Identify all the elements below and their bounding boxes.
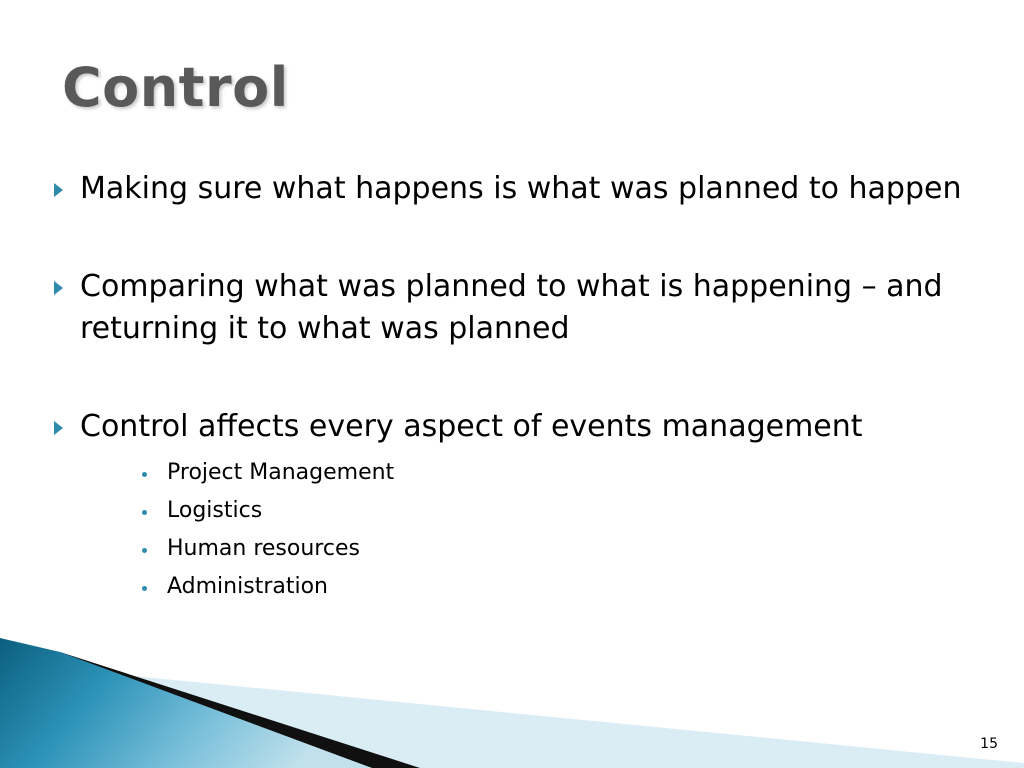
arrow-bullet-icon	[54, 183, 63, 197]
sub-bullet-text: Administration	[167, 574, 328, 599]
arrow-bullet-icon	[54, 421, 63, 435]
bullet-item	[48, 266, 988, 350]
dot-bullet-icon	[142, 472, 147, 477]
bullet-item	[48, 406, 988, 606]
decorative-swoosh	[0, 638, 1024, 768]
sub-bullet-item	[140, 492, 988, 530]
slide-number: 15	[980, 736, 998, 752]
sub-bullet-item	[140, 568, 988, 606]
sub-bullet-list	[80, 454, 988, 606]
sub-bullet-item	[140, 530, 988, 568]
sub-bullet-text: Project Management	[167, 460, 395, 485]
slide-title: Control	[62, 56, 289, 119]
dot-bullet-icon	[142, 586, 147, 591]
slide-content	[48, 168, 988, 606]
sub-bullet-item	[140, 454, 988, 492]
bullet-item	[48, 168, 988, 210]
sub-bullet-text: Human resources	[167, 536, 360, 561]
bullet-text: Making sure what happens is what was planned to happen	[80, 171, 962, 206]
sub-bullet-text: Logistics	[167, 498, 263, 523]
arrow-bullet-icon	[54, 281, 63, 295]
bullet-text: Control affects every aspect of events management	[80, 409, 863, 444]
dot-bullet-icon	[142, 510, 147, 515]
bullet-text: Comparing what was planned to what is happening – and returning it to what was planned	[80, 269, 943, 346]
dot-bullet-icon	[142, 548, 147, 553]
